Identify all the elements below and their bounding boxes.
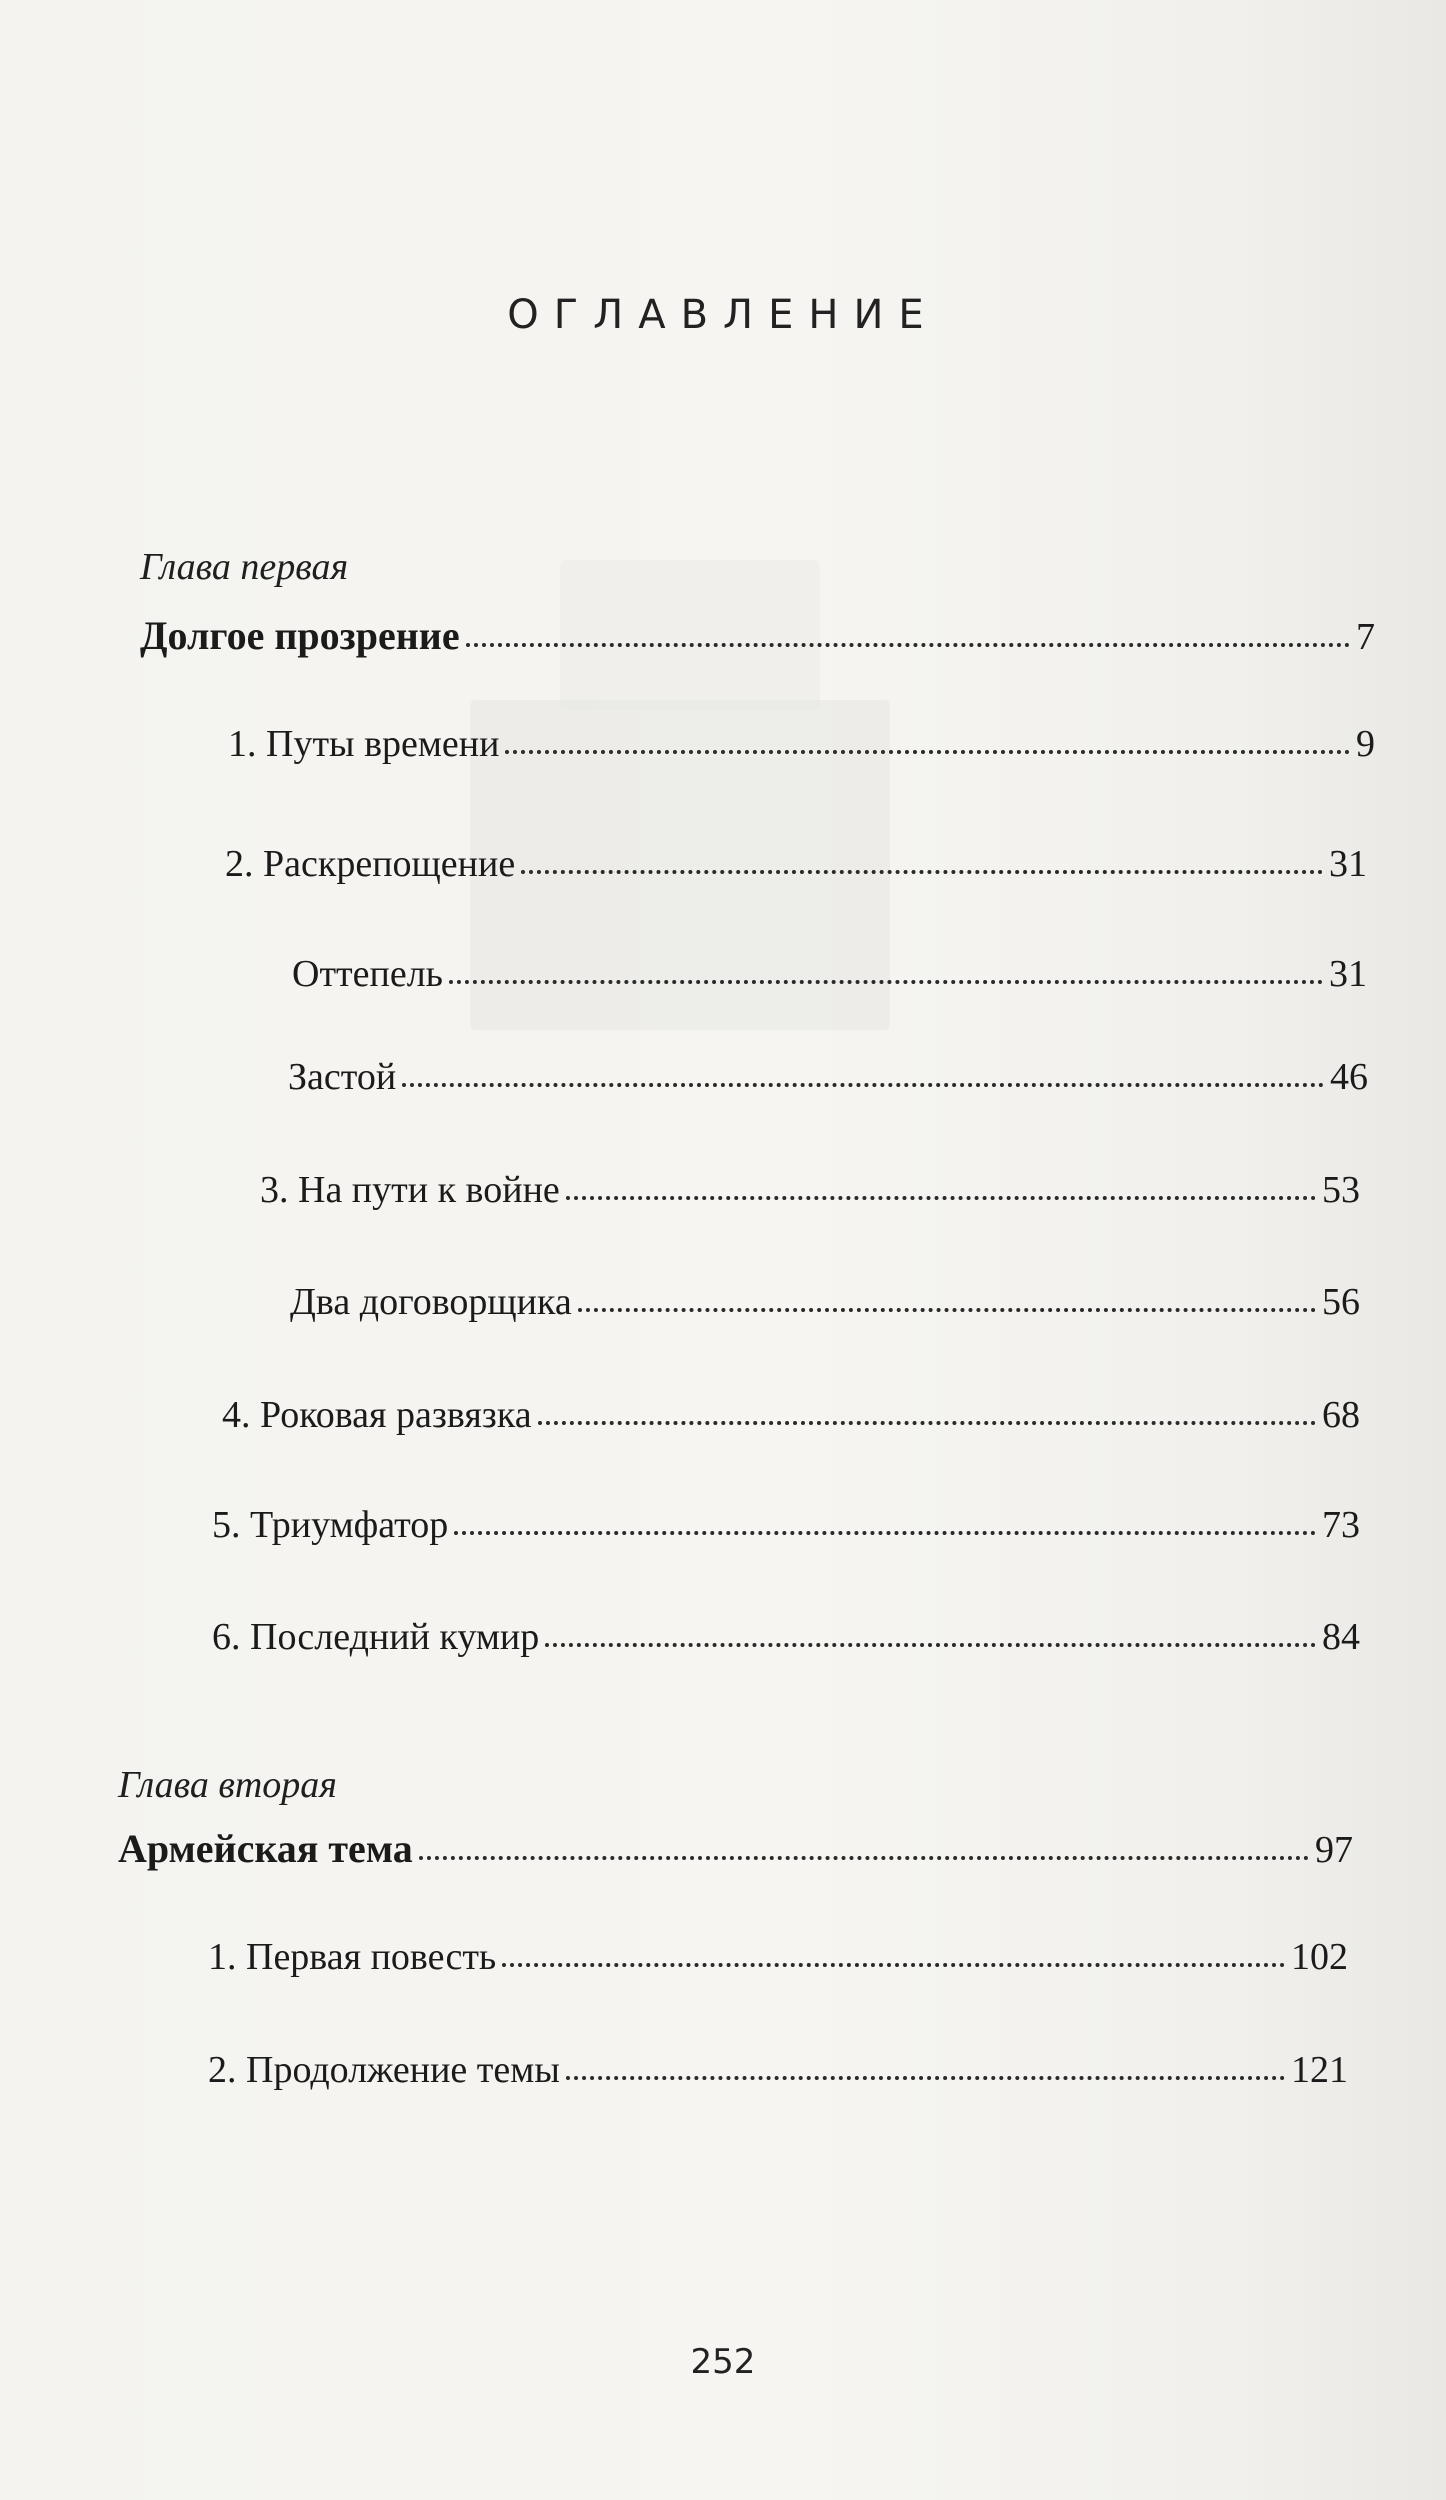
dot-leader <box>454 1531 1316 1535</box>
dot-leader <box>538 1421 1316 1425</box>
toc-entry[interactable] <box>228 722 1375 772</box>
dot-leader <box>502 1963 1285 1967</box>
toc-entry-page: 7 <box>1356 616 1375 658</box>
toc-entry-title: Долгое прозрение <box>140 613 460 658</box>
toc-entry[interactable] <box>208 1935 1348 1985</box>
toc-entry-page: 53 <box>1322 1169 1360 1211</box>
toc-entry-chapter[interactable] <box>140 612 1375 662</box>
toc-entry-chapter[interactable] <box>118 1825 1353 1875</box>
toc-entry-page: 9 <box>1356 723 1375 765</box>
dot-leader <box>566 1196 1316 1200</box>
dot-leader <box>419 1856 1309 1860</box>
toc-entry[interactable] <box>212 1503 1360 1553</box>
toc-entry-page: 102 <box>1291 1936 1348 1978</box>
toc-entry-title: 4. Роковая развязка <box>222 1394 532 1436</box>
toc-entry[interactable] <box>290 1280 1360 1330</box>
dot-leader <box>402 1083 1324 1087</box>
dot-leader <box>449 980 1323 984</box>
toc-entry-title: 3. На пути к войне <box>260 1169 560 1211</box>
chapter-label: Глава первая <box>140 546 349 588</box>
toc-entry-page: 73 <box>1322 1504 1360 1546</box>
toc-entry-page: 97 <box>1315 1829 1353 1871</box>
toc-entry[interactable] <box>222 1393 1360 1443</box>
dot-leader <box>466 643 1350 647</box>
page-number: 252 <box>690 2342 756 2382</box>
toc-entry-page: 31 <box>1329 953 1367 995</box>
toc-entry-title: Два договорщика <box>290 1281 572 1323</box>
dot-leader <box>521 870 1323 874</box>
toc-entry[interactable] <box>225 842 1367 892</box>
toc-entry[interactable] <box>292 952 1367 1002</box>
toc-entry[interactable] <box>208 2048 1348 2098</box>
dot-leader <box>578 1308 1316 1312</box>
toc-entry[interactable] <box>212 1615 1360 1665</box>
toc-entry-title: 1. Путы времени <box>228 723 500 765</box>
toc-entry-title: 5. Триумфатор <box>212 1504 449 1546</box>
dot-leader <box>566 2076 1285 2080</box>
chapter-label: Глава вторая <box>118 1764 337 1806</box>
toc-entry-page: 46 <box>1330 1056 1368 1098</box>
toc-entry[interactable] <box>288 1055 1368 1105</box>
toc-entry-title: 1. Первая повесть <box>208 1936 497 1978</box>
toc-entry-page: 84 <box>1322 1616 1360 1658</box>
toc-entry-page: 121 <box>1291 2049 1348 2091</box>
dot-leader <box>545 1643 1316 1647</box>
toc-heading: ОГЛАВЛЕНИЕ <box>507 292 939 338</box>
dot-leader <box>505 750 1350 754</box>
toc-entry-title: 6. Последний кумир <box>212 1616 540 1658</box>
toc-entry[interactable] <box>260 1168 1360 1218</box>
toc-entry-page: 56 <box>1322 1281 1360 1323</box>
toc-entry-title: 2. Продолжение темы <box>208 2049 560 2091</box>
toc-entry-title: Застой <box>288 1056 397 1098</box>
toc-entry-page: 31 <box>1329 843 1367 885</box>
toc-entry-title: 2. Раскрепощение <box>225 843 516 885</box>
toc-entry-title: Оттепель <box>292 953 444 995</box>
toc-entry-title: Армейская тема <box>118 1826 413 1871</box>
toc-entry-page: 68 <box>1322 1394 1360 1436</box>
